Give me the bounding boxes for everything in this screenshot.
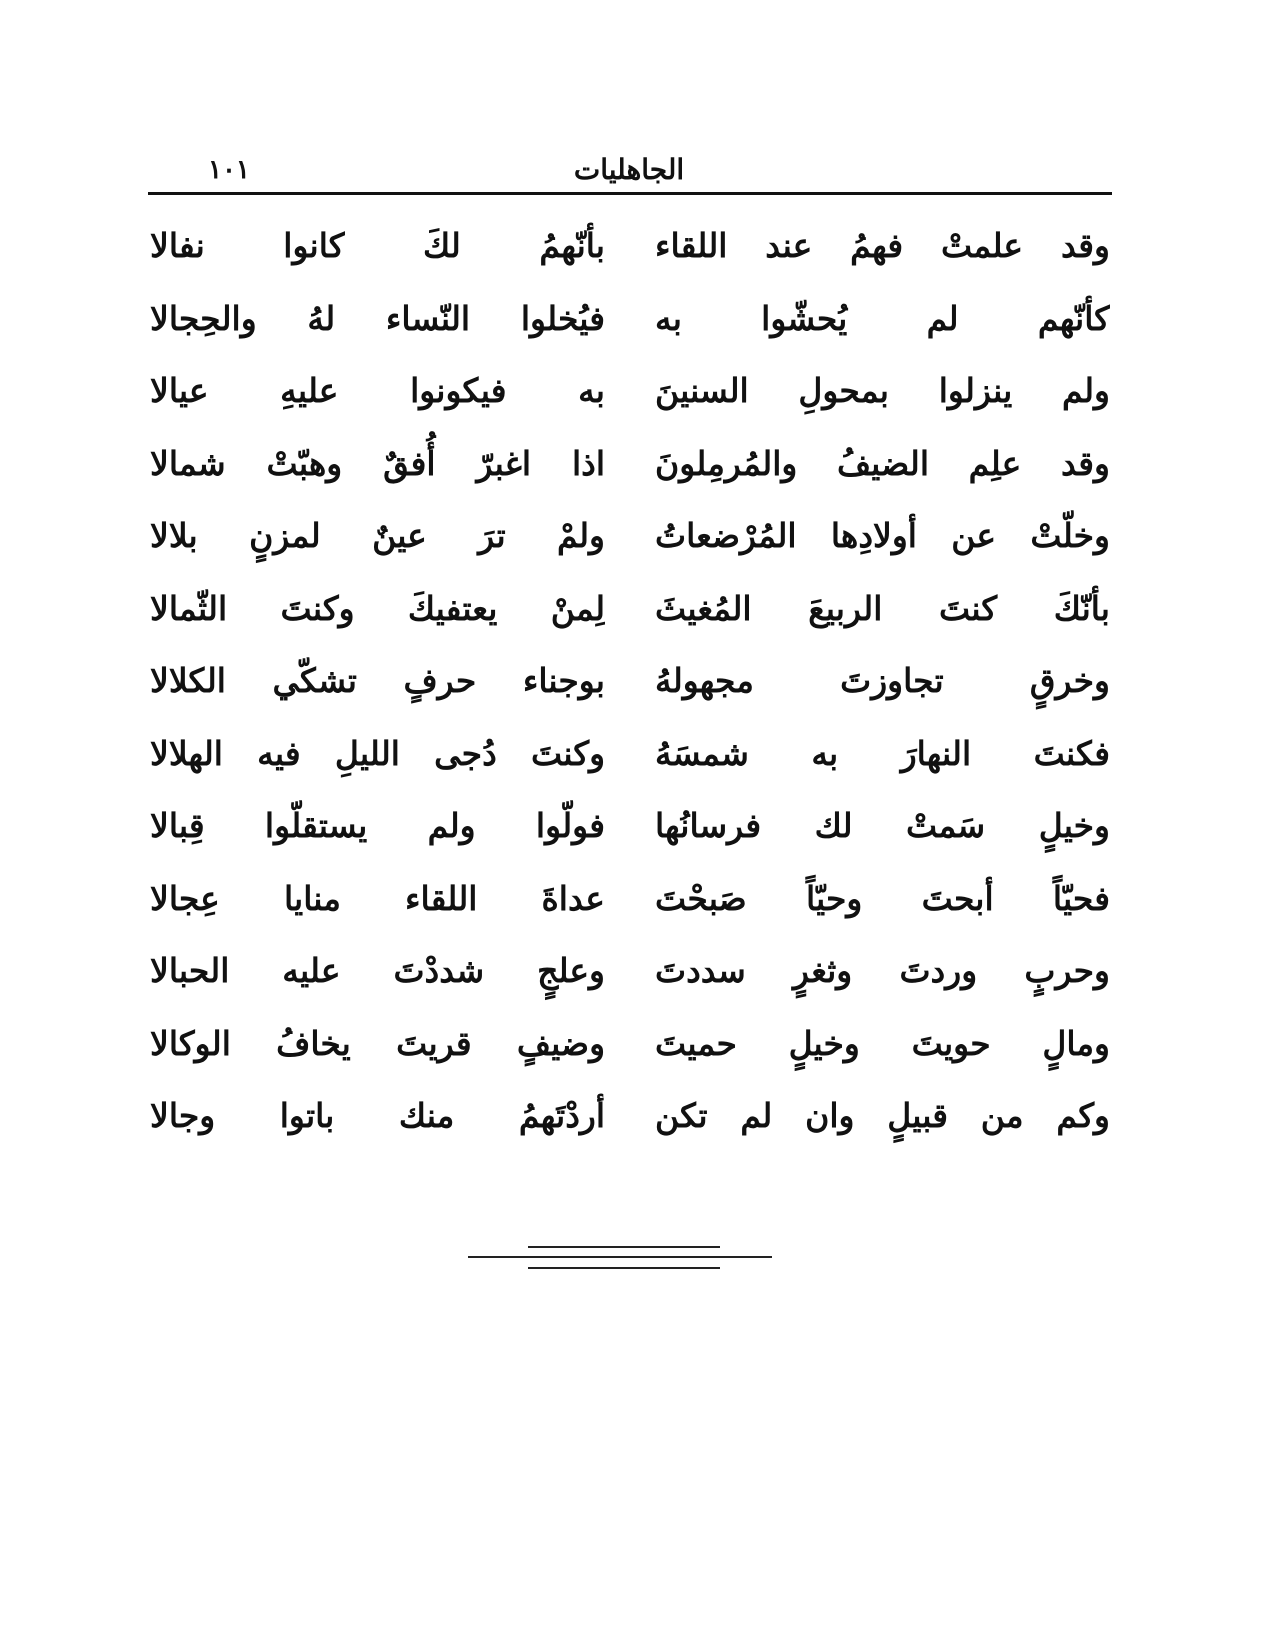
poem	[150, 210, 1110, 1153]
verse-7-first-hemistich: وخرقٍ تجاوزتَ مجهولهُ	[655, 661, 1110, 701]
verse-2-second-hemistich: فيُخلوا النّساء لهُ والحِجالا	[150, 298, 605, 338]
verse-13	[150, 1080, 1110, 1153]
verse-10	[150, 863, 1110, 936]
verse-11	[150, 935, 1110, 1008]
ornament-line	[528, 1267, 720, 1269]
verse-7	[150, 645, 1110, 718]
verse-6-second-hemistich: لِمنْ يعتفيكَ وكنتَ الثّمالا	[150, 588, 605, 628]
verse-4-second-hemistich: اذا اغبرّ أُفقٌ وهبّتْ شمالا	[150, 443, 605, 483]
verse-10-second-hemistich: عداةَ اللقاء منايا عِجالا	[150, 878, 605, 918]
header-rule	[148, 192, 1112, 195]
verse-10-first-hemistich: فحيّاً أبحتَ وحيّاً صَبحْتَ	[655, 878, 1110, 918]
verse-9-first-hemistich: وخيلٍ سَمتْ لك فرسانُها	[655, 806, 1110, 846]
verse-5	[150, 500, 1110, 573]
verse-12	[150, 1008, 1110, 1081]
verse-9	[150, 790, 1110, 863]
verse-4	[150, 428, 1110, 501]
verse-11-first-hemistich: وحربٍ وردتَ وثغرٍ سددتَ	[655, 951, 1110, 991]
verse-1-first-hemistich: وقد علمتْ فهمُ عند اللقاء	[655, 226, 1110, 266]
verse-13-first-hemistich: وكم من قبيلٍ وان لم تكن	[655, 1096, 1110, 1136]
verse-9-second-hemistich: فولّوا ولم يستقلّوا قِبالا	[150, 806, 605, 846]
ornament-line	[528, 1246, 720, 1248]
verse-12-second-hemistich: وضيفٍ قريتَ يخافُ الوكالا	[150, 1023, 605, 1063]
verse-1-second-hemistich: بأنّهمُ لكَ كانوا نفالا	[150, 226, 605, 266]
verse-7-second-hemistich: بوجناء حرفٍ تشكّي الكلالا	[150, 661, 605, 701]
running-title: الجاهليات	[573, 153, 685, 186]
verse-2	[150, 283, 1110, 356]
verse-2-first-hemistich: كأنّهم لم يُحشّوا به	[655, 298, 1110, 338]
verse-3-first-hemistich: ولم ينزلوا بمحولِ السنينَ	[655, 371, 1110, 411]
verse-6	[150, 573, 1110, 646]
page-number: ١٠١	[208, 155, 250, 185]
page-header	[148, 150, 1110, 190]
verse-5-second-hemistich: ولمْ ترَ عينٌ لمزنٍ بلالا	[150, 516, 605, 556]
verse-5-first-hemistich: وخلّتْ عن أولادِها المُرْضعاتُ	[655, 516, 1110, 556]
verse-1	[150, 210, 1110, 283]
verse-8-second-hemistich: وكنتَ دُجى الليلِ فيه الهلالا	[150, 733, 605, 773]
verse-13-second-hemistich: أردْتَهمُ منك باتوا وجالا	[150, 1096, 605, 1136]
verse-8-first-hemistich: فكنتَ النهارَ به شمسَهُ	[655, 733, 1110, 773]
verse-3	[150, 355, 1110, 428]
verse-4-first-hemistich: وقد علِم الضيفُ والمُرمِلونَ	[655, 443, 1110, 483]
verse-11-second-hemistich: وعلجٍ شددْتَ عليه الحبالا	[150, 951, 605, 991]
verse-8	[150, 718, 1110, 791]
ornament-line	[468, 1256, 772, 1258]
verse-12-first-hemistich: ومالٍ حويتَ وخيلٍ حميتَ	[655, 1023, 1110, 1063]
verse-6-first-hemistich: بأنّكَ كنتَ الربيعَ المُغيثَ	[655, 588, 1110, 628]
verse-3-second-hemistich: به فيكونوا عليهِ عيالا	[150, 371, 605, 411]
